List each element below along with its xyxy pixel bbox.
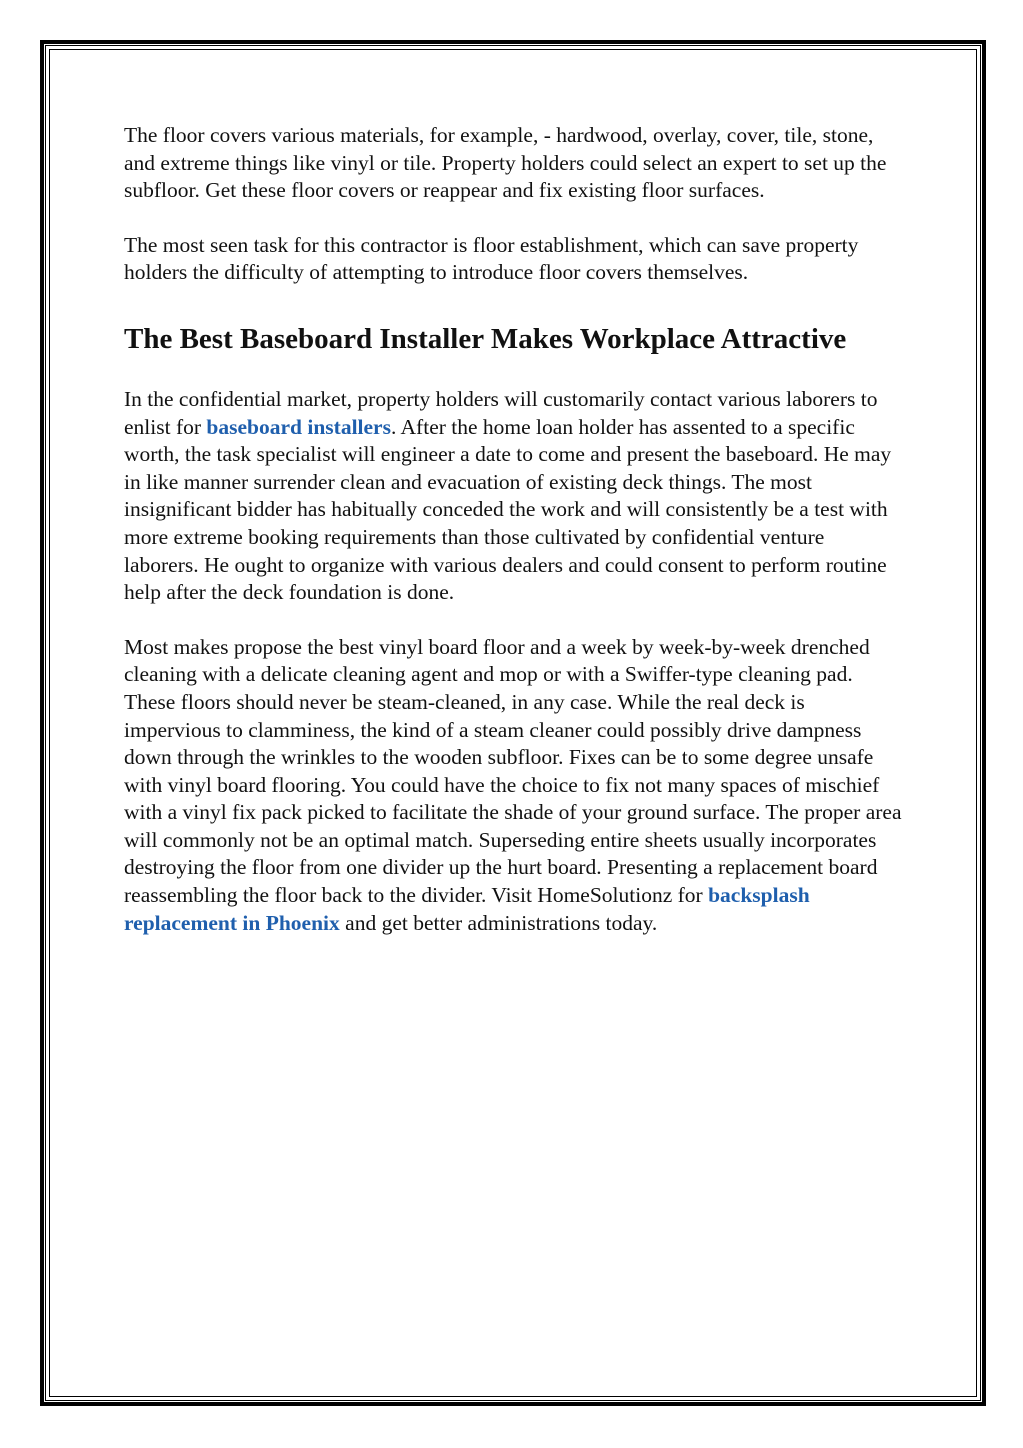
installer-paragraph — [124, 386, 904, 607]
maintenance-paragraph-text-start: Most makes propose the best vinyl board floor and a week by week-by-week drenched cleaning with a delicate cleaning agent and mop or with a Swiffer-type cleaning pad. These floors should never be steam-cleaned, in any case. While the real deck is impervious to clamminess, the kind of a steam cleaner could possibly drive dampness down through the wrinkles to the wooden subfloor. Fixes can be to some degree unsafe with vinyl board flooring. You could have the choice to fix not many spaces of mischief with a vinyl fix pack picked to facilitate the shade of your ground surface. The proper area will commonly not be an optimal match. Superseding entire sheets usually incorporates destroying the floor from one divider up the hurt board. Presenting a replacement board reassembling the floor back to the divider. Visit HomeSolutionz for — [124, 634, 902, 908]
maintenance-paragraph-text-end: and get better administrations today. — [339, 910, 658, 935]
backsplash-replacement-link[interactable]: backsplash replacement in Phoenix — [124, 883, 810, 935]
maintenance-paragraph — [124, 634, 904, 938]
baseboard-installers-link[interactable]: baseboard installers — [206, 414, 391, 439]
installer-paragraph-text-end: . After the home loan holder has assented to a specific worth, the task specialist will engineer a date to come and present the baseboard. He may in like manner surrender clean and evacuation of existing deck things. The most insignificant bidder has habitually conceded the work and will consistently be a test with more extreme booking requirements than those cultivated by confidential venture laborers. He ought to organize with various dealers and could consent to perform routine help after the deck foundation is done. — [124, 414, 892, 605]
task-paragraph: The most seen task for this contractor is floor establishment, which can save property holders the difficulty of attempting to introduce floor covers themselves. — [124, 232, 859, 285]
intro-paragraph: The floor covers various materials, for example, - hardwood, overlay, cover, tile, stone, and extreme things like vinyl or tile. Property holders could select an expert to set up the subfloor. Get these floor covers or reappear and fix existing floor surfaces. — [124, 123, 887, 203]
section-heading: The Best Baseboard Installer Makes Workplace Attractive — [124, 322, 847, 355]
installer-paragraph-text-start: In the confidential market, property holders will customarily contact various laborers to enlist for — [124, 386, 878, 439]
document-body — [124, 122, 904, 937]
